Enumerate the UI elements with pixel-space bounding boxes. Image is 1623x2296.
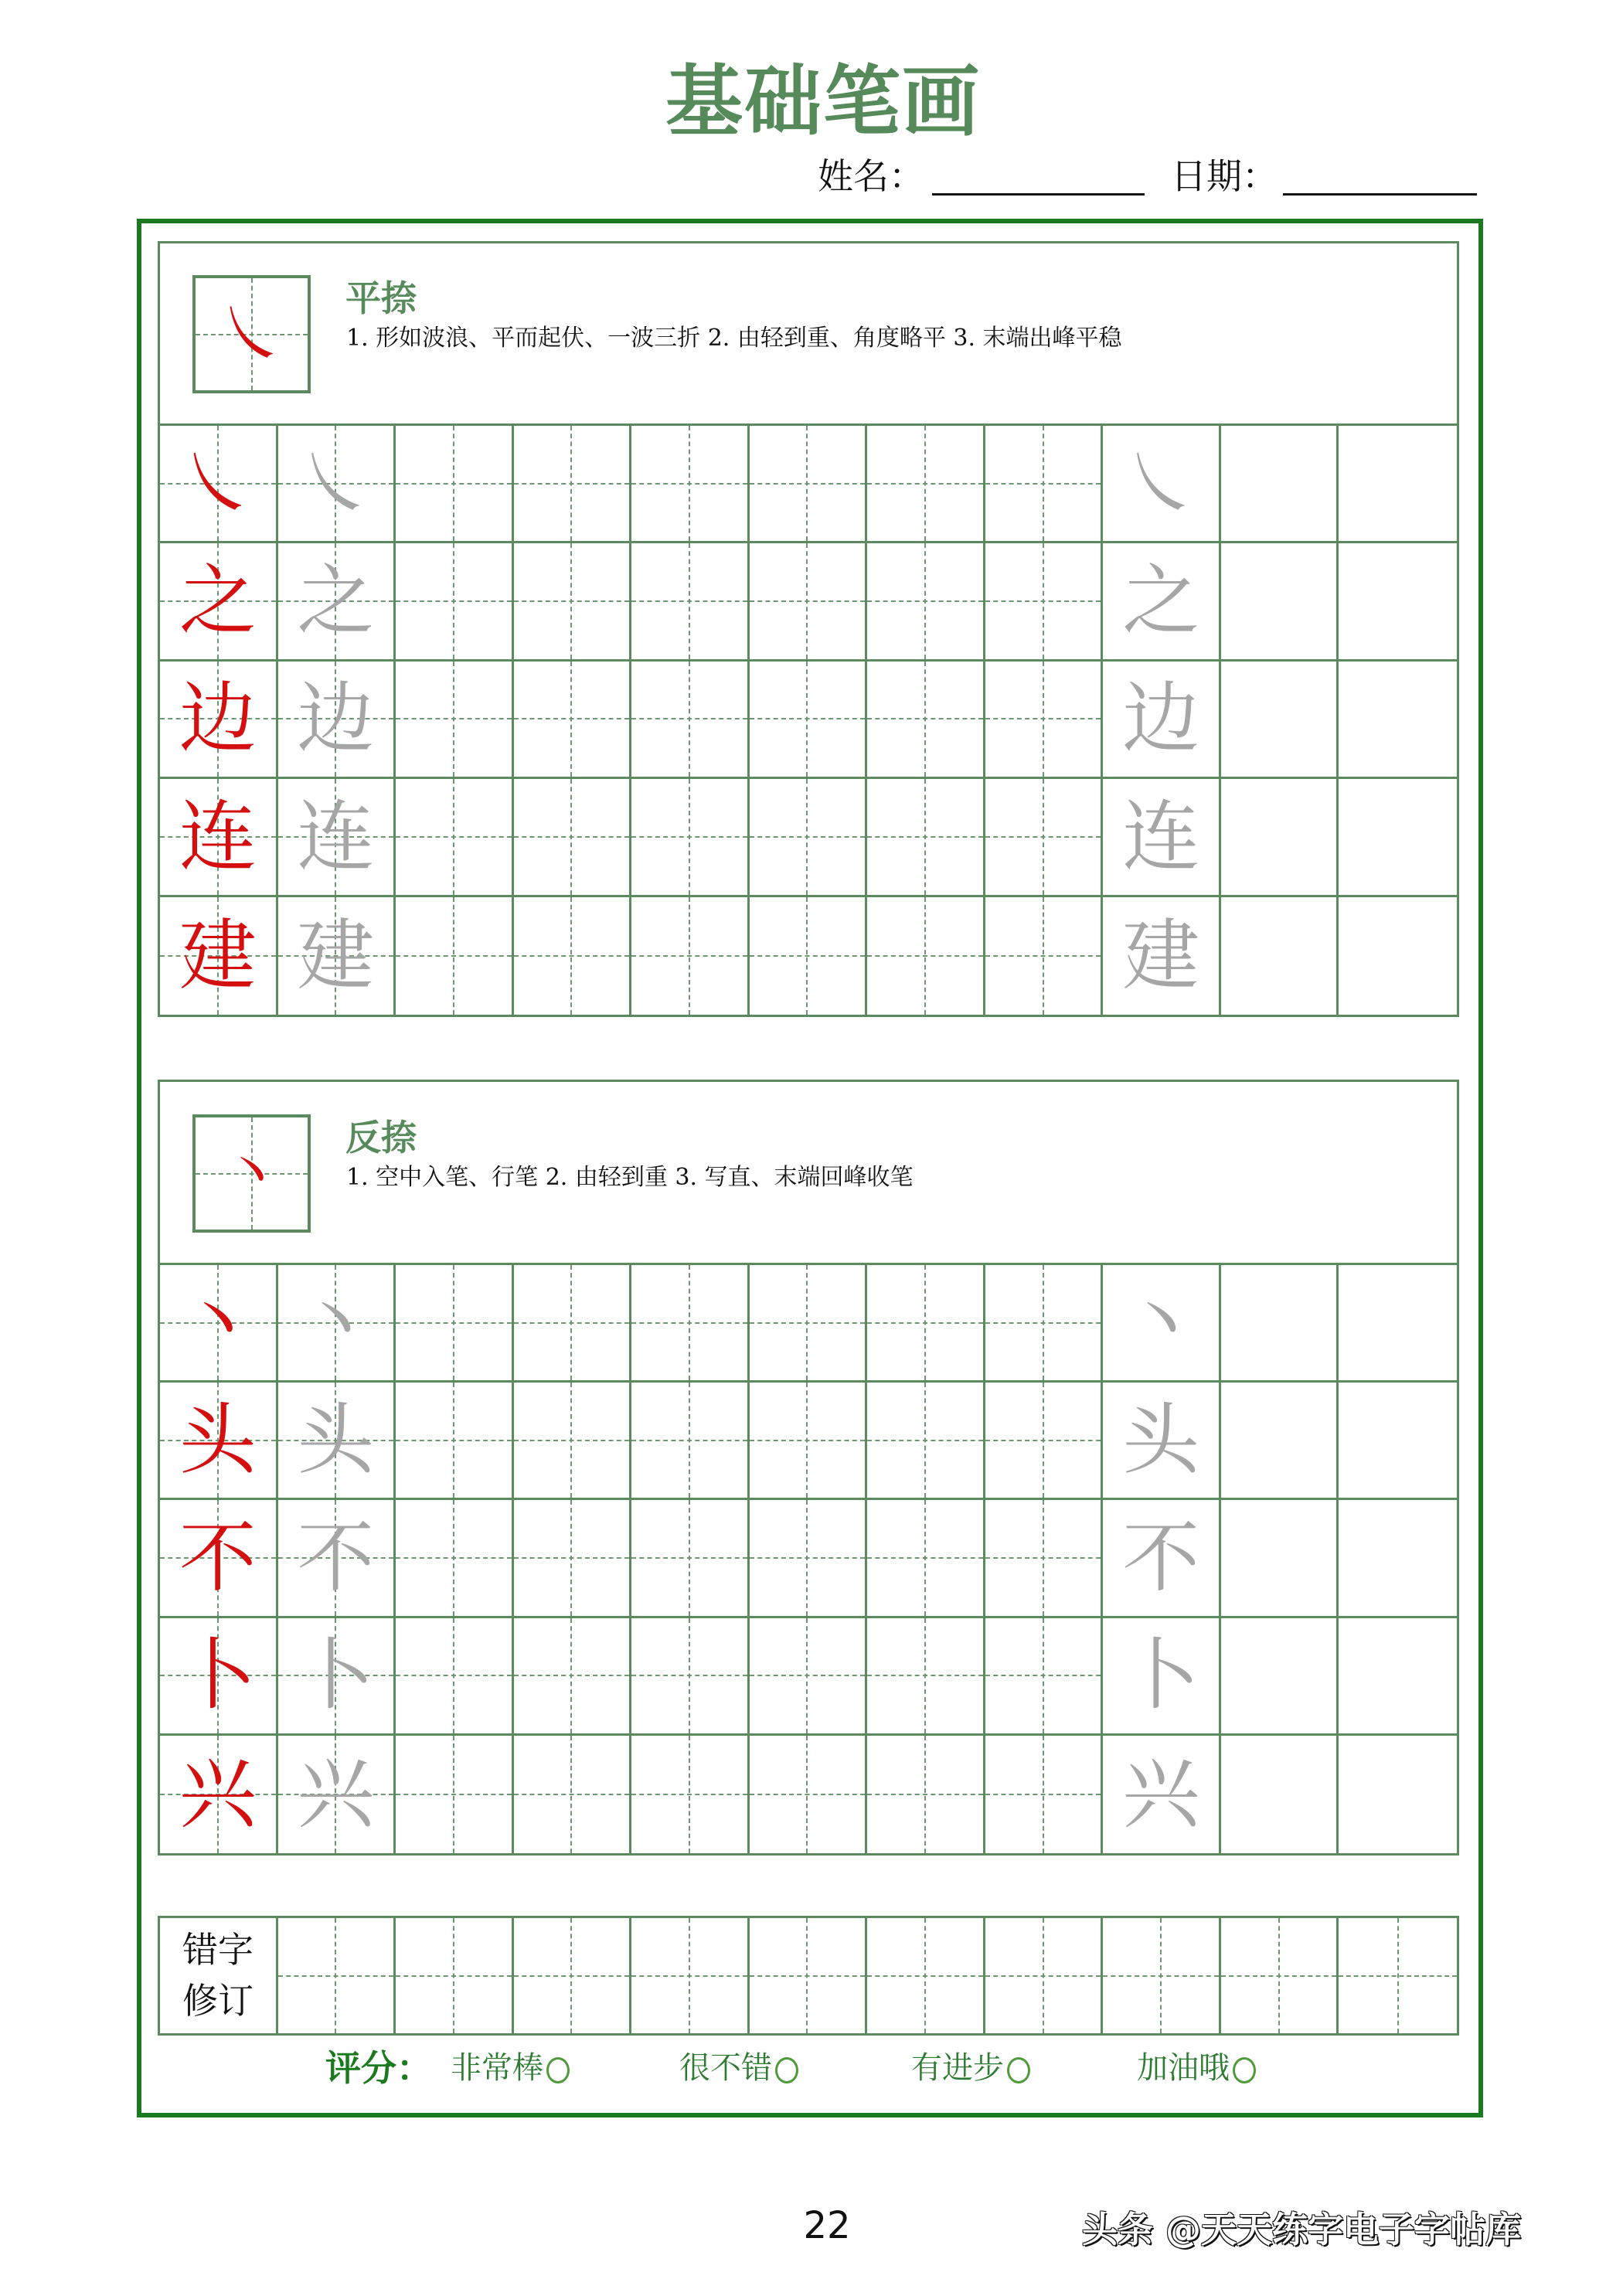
guide-horizontal: [631, 836, 747, 838]
radio-circle-icon[interactable]: [1233, 2057, 1256, 2083]
guide-horizontal: [985, 718, 1101, 719]
guide-horizontal: [985, 836, 1101, 838]
trace-character: 连: [297, 791, 375, 882]
stroke-description: 1. 形如波浪、平而起伏、一波三折 2. 由轻到重、角度略平 3. 末端出峰平稳: [346, 325, 1122, 352]
guide-horizontal: [750, 483, 866, 485]
guide-horizontal: [396, 955, 512, 957]
practice-cell[interactable]: [985, 1383, 1104, 1500]
guide-horizontal: [631, 1557, 747, 1559]
practice-cell[interactable]: [160, 1383, 278, 1500]
rating-label: 评分：: [325, 2047, 432, 2089]
practice-cell[interactable]: [1221, 1736, 1339, 1853]
trace-character: 建: [297, 910, 375, 1001]
stroke-sample-glyph: ㇏: [216, 293, 287, 375]
stroke-title: 平捺: [345, 277, 417, 319]
model-character: 边: [179, 673, 257, 764]
practice-cell[interactable]: [631, 1618, 750, 1736]
correction-cell[interactable]: [867, 1918, 985, 2033]
practice-cell[interactable]: [631, 1736, 750, 1853]
practice-cell[interactable]: [1103, 897, 1221, 1015]
practice-cell[interactable]: [750, 1736, 868, 1853]
correction-cell[interactable]: [750, 1918, 868, 2033]
practice-cell[interactable]: [514, 1736, 632, 1853]
practice-cell[interactable]: [985, 662, 1104, 779]
guide-horizontal: [985, 1975, 1101, 1977]
practice-cell[interactable]: [160, 1618, 278, 1736]
guide-horizontal: [750, 836, 866, 838]
practice-cell[interactable]: [514, 426, 632, 543]
practice-cell[interactable]: [278, 1265, 396, 1383]
practice-cell[interactable]: [278, 662, 396, 779]
guide-horizontal: [631, 955, 747, 957]
correction-cell[interactable]: [396, 1918, 514, 2033]
practice-cell[interactable]: [1103, 662, 1221, 779]
guide-horizontal: [396, 836, 512, 838]
practice-cell[interactable]: [1339, 1500, 1457, 1617]
practice-cell[interactable]: [396, 543, 514, 661]
guide-horizontal: [750, 1675, 866, 1676]
practice-cell[interactable]: [278, 1736, 396, 1853]
trace-character: 不: [297, 1512, 375, 1603]
trace-character: 之: [297, 556, 375, 647]
guide-horizontal: [396, 718, 512, 719]
practice-cell[interactable]: [631, 1265, 750, 1383]
practice-cell[interactable]: [514, 1500, 632, 1617]
stroke-sample-box: [192, 275, 311, 393]
guide-horizontal: [867, 718, 983, 719]
practice-cell[interactable]: [750, 662, 868, 779]
model-character: 卜: [179, 1630, 257, 1721]
guide-horizontal: [750, 718, 866, 719]
rating-option-improving[interactable]: 有进步: [911, 2046, 1030, 2090]
guide-horizontal: [750, 1975, 866, 1977]
stroke-title: 反捺: [345, 1117, 417, 1158]
guide-horizontal: [750, 600, 866, 602]
guide-horizontal: [867, 1322, 983, 1324]
guide-horizontal: [867, 955, 983, 957]
guide-horizontal: [985, 955, 1101, 957]
guide-horizontal: [631, 600, 747, 602]
name-label: 姓名：: [818, 155, 924, 197]
trace-character: 卜: [297, 1630, 375, 1721]
practice-cell[interactable]: [278, 779, 396, 896]
practice-cell[interactable]: [867, 1265, 985, 1383]
practice-cell[interactable]: [631, 426, 750, 543]
guide-horizontal: [867, 483, 983, 485]
practice-cell[interactable]: [1339, 543, 1457, 661]
practice-cell[interactable]: [750, 897, 868, 1015]
stroke-sample-box: [192, 1114, 311, 1233]
guide-horizontal: [985, 600, 1101, 602]
practice-cell[interactable]: [1221, 1618, 1339, 1736]
guide-horizontal: [631, 1440, 747, 1441]
practice-cell[interactable]: [1339, 897, 1457, 1015]
practice-cell[interactable]: [750, 543, 868, 661]
guide-horizontal: [514, 1322, 630, 1324]
guide-horizontal: [514, 1675, 630, 1676]
practice-cell[interactable]: [278, 897, 396, 1015]
practice-cell[interactable]: [985, 426, 1104, 543]
trace-character: 边: [1122, 673, 1200, 764]
guide-horizontal: [514, 955, 630, 957]
correction-label-line1: 错字: [182, 1929, 253, 1971]
correction-cell[interactable]: [278, 1918, 396, 2033]
guide-horizontal: [514, 1975, 630, 1977]
guide-horizontal: [514, 718, 630, 719]
practice-cell[interactable]: [160, 897, 278, 1015]
trace-character: 之: [1122, 556, 1200, 647]
correction-cell[interactable]: [631, 1918, 750, 2033]
radio-circle-icon[interactable]: [1007, 2057, 1030, 2083]
date-field[interactable]: [1283, 193, 1477, 196]
trace-character: 兴: [297, 1748, 375, 1839]
practice-cell[interactable]: [1339, 1383, 1457, 1500]
watermark: 头条 @天天练字电子字帖库: [1082, 2209, 1522, 2250]
trace-character: 连: [1122, 791, 1200, 882]
guide-horizontal: [867, 1440, 983, 1441]
guide-horizontal: [867, 1675, 983, 1676]
practice-cell[interactable]: [867, 662, 985, 779]
guide-horizontal: [985, 1440, 1101, 1441]
practice-cell[interactable]: [514, 779, 632, 896]
guide-horizontal: [396, 1975, 512, 1977]
guide-horizontal: [867, 1794, 983, 1795]
practice-cell[interactable]: [750, 1383, 868, 1500]
guide-horizontal: [985, 1675, 1101, 1676]
trace-character: 兴: [1122, 1748, 1200, 1839]
practice-cell[interactable]: [514, 1265, 632, 1383]
practice-cell[interactable]: [1339, 1618, 1457, 1736]
practice-cell[interactable]: [1103, 779, 1221, 896]
trace-character: 卜: [1122, 1630, 1200, 1721]
practice-cell[interactable]: [1221, 543, 1339, 661]
practice-cell[interactable]: [278, 426, 396, 543]
correction-cell[interactable]: [1103, 1918, 1221, 2033]
practice-cell[interactable]: [1103, 1736, 1221, 1853]
practice-cell[interactable]: [278, 1383, 396, 1500]
practice-cell[interactable]: [514, 543, 632, 661]
radio-circle-icon[interactable]: [546, 2057, 570, 2083]
model-character: ㇏: [179, 437, 257, 529]
guide-horizontal: [396, 483, 512, 485]
guide-horizontal: [750, 955, 866, 957]
practice-cell[interactable]: [278, 1500, 396, 1617]
guide-horizontal: [1103, 1975, 1219, 1977]
correction-cell[interactable]: [985, 1918, 1104, 2033]
model-character: 不: [179, 1512, 257, 1603]
practice-cell[interactable]: [1339, 1265, 1457, 1383]
guide-horizontal: [867, 836, 983, 838]
practice-cell[interactable]: [514, 897, 632, 1015]
rating-option-very-good[interactable]: 很不错: [679, 2046, 798, 2090]
practice-cell[interactable]: [867, 897, 985, 1015]
practice-cell[interactable]: [750, 779, 868, 896]
practice-cell[interactable]: [985, 897, 1104, 1015]
guide-horizontal: [631, 1975, 747, 1977]
guide-horizontal: [396, 1322, 512, 1324]
practice-cell[interactable]: [1221, 662, 1339, 779]
trace-character: 丶: [1122, 1277, 1200, 1368]
date-label: 日期：: [1171, 155, 1278, 197]
practice-cell[interactable]: [867, 1736, 985, 1853]
model-character: 之: [179, 556, 257, 647]
trace-character: 丶: [297, 1277, 375, 1368]
practice-cell[interactable]: [1221, 779, 1339, 896]
practice-cell[interactable]: [160, 779, 278, 896]
name-field[interactable]: [932, 193, 1145, 196]
practice-cell[interactable]: [1221, 426, 1339, 543]
correction-grid: [158, 1916, 1459, 2036]
guide-horizontal: [514, 1440, 630, 1441]
practice-cell[interactable]: [867, 1618, 985, 1736]
practice-cell[interactable]: [985, 1618, 1104, 1736]
stroke-sample-glyph: 丶: [220, 1137, 283, 1209]
practice-cell[interactable]: [631, 897, 750, 1015]
practice-cell[interactable]: [396, 1736, 514, 1853]
model-character: 建: [179, 910, 257, 1001]
trace-character: 头: [297, 1394, 375, 1485]
practice-cell[interactable]: [985, 1736, 1104, 1853]
practice-cell[interactable]: [1221, 1383, 1339, 1500]
guide-horizontal: [514, 836, 630, 838]
practice-cell[interactable]: [750, 1265, 868, 1383]
guide-horizontal: [750, 1322, 866, 1324]
guide-horizontal: [514, 1557, 630, 1559]
correction-cell[interactable]: [1339, 1918, 1457, 2033]
trace-character: 不: [1122, 1512, 1200, 1603]
practice-cell[interactable]: [867, 426, 985, 543]
guide-horizontal: [514, 483, 630, 485]
practice-cell[interactable]: [160, 543, 278, 661]
guide-horizontal: [396, 600, 512, 602]
stroke-description: 1. 空中入笔、行笔 2. 由轻到重 3. 写直、末端回峰收笔: [346, 1164, 914, 1191]
practice-cell[interactable]: [867, 779, 985, 896]
practice-cell[interactable]: [867, 543, 985, 661]
practice-cell[interactable]: [1221, 897, 1339, 1015]
practice-cell[interactable]: [514, 662, 632, 779]
practice-cell[interactable]: [1339, 426, 1457, 543]
practice-cell[interactable]: [1103, 1265, 1221, 1383]
correction-label-line2: 修订: [182, 1980, 253, 2022]
practice-cell[interactable]: [985, 543, 1104, 661]
guide-horizontal: [750, 1557, 866, 1559]
guide-horizontal: [396, 1794, 512, 1795]
guide-horizontal: [278, 1975, 394, 1977]
guide-horizontal: [396, 1675, 512, 1676]
page-number: 22: [803, 2204, 851, 2247]
practice-cell[interactable]: [631, 543, 750, 661]
practice-cell[interactable]: [867, 1383, 985, 1500]
model-character: 丶: [179, 1277, 257, 1368]
trace-character: ㇏: [1122, 437, 1200, 529]
page-title: 基础笔画: [665, 56, 981, 147]
guide-horizontal: [631, 1675, 747, 1676]
practice-cell[interactable]: [631, 1500, 750, 1617]
practice-cell[interactable]: [631, 662, 750, 779]
guide-horizontal: [985, 1322, 1101, 1324]
practice-cell[interactable]: [1103, 426, 1221, 543]
practice-cell[interactable]: [396, 662, 514, 779]
practice-cell[interactable]: [160, 426, 278, 543]
practice-cell[interactable]: [396, 1618, 514, 1736]
practice-cell[interactable]: [750, 1618, 868, 1736]
guide-horizontal: [514, 1794, 630, 1795]
guide-horizontal: [396, 1557, 512, 1559]
practice-cell[interactable]: [867, 1500, 985, 1617]
guide-horizontal: [631, 1322, 747, 1324]
trace-character: ㇏: [297, 437, 375, 529]
practice-cell[interactable]: [278, 1618, 396, 1736]
practice-cell[interactable]: [1103, 543, 1221, 661]
guide-horizontal: [514, 600, 630, 602]
guide-horizontal: [985, 1557, 1101, 1559]
guide-horizontal: [867, 600, 983, 602]
guide-horizontal: [631, 718, 747, 719]
guide-horizontal: [750, 1794, 866, 1795]
practice-cell[interactable]: [160, 1265, 278, 1383]
practice-cell[interactable]: [1103, 1500, 1221, 1617]
practice-grid-pingna: [158, 423, 1459, 1017]
practice-cell[interactable]: [396, 897, 514, 1015]
guide-horizontal: [631, 483, 747, 485]
practice-cell[interactable]: [985, 779, 1104, 896]
practice-cell[interactable]: [278, 543, 396, 661]
correction-label-cell: [160, 1918, 278, 2033]
practice-cell[interactable]: [160, 1500, 278, 1617]
correction-cell[interactable]: [514, 1918, 632, 2033]
trace-character: 边: [297, 673, 375, 764]
guide-horizontal: [985, 483, 1101, 485]
practice-cell[interactable]: [396, 1383, 514, 1500]
guide-horizontal: [396, 1440, 512, 1441]
practice-cell[interactable]: [396, 779, 514, 896]
trace-character: 头: [1122, 1394, 1200, 1485]
practice-cell[interactable]: [985, 1500, 1104, 1617]
practice-cell[interactable]: [396, 1500, 514, 1617]
guide-horizontal: [985, 1794, 1101, 1795]
practice-cell[interactable]: [1103, 1618, 1221, 1736]
trace-character: 建: [1122, 910, 1200, 1001]
guide-horizontal: [1339, 1975, 1457, 1977]
rating-option-keep-going[interactable]: 加油哦: [1137, 2046, 1256, 2090]
practice-cell[interactable]: [396, 426, 514, 543]
practice-cell[interactable]: [1339, 779, 1457, 896]
practice-cell[interactable]: [985, 1265, 1104, 1383]
practice-cell[interactable]: [514, 1618, 632, 1736]
practice-cell[interactable]: [750, 1500, 868, 1617]
model-character: 兴: [179, 1748, 257, 1839]
practice-cell[interactable]: [1221, 1265, 1339, 1383]
practice-cell[interactable]: [750, 426, 868, 543]
guide-horizontal: [750, 1440, 866, 1441]
practice-grid-fanna: [158, 1263, 1459, 1856]
practice-cell[interactable]: [396, 1265, 514, 1383]
guide-horizontal: [867, 1557, 983, 1559]
practice-cell[interactable]: [160, 1736, 278, 1853]
rating-option-excellent[interactable]: 非常棒: [451, 2046, 570, 2090]
practice-cell[interactable]: [631, 1383, 750, 1500]
guide-horizontal: [867, 1975, 983, 1977]
practice-cell[interactable]: [631, 779, 750, 896]
practice-cell[interactable]: [1339, 662, 1457, 779]
model-character: 连: [179, 791, 257, 882]
radio-circle-icon[interactable]: [775, 2057, 798, 2083]
practice-cell[interactable]: [1221, 1500, 1339, 1617]
practice-cell[interactable]: [1339, 1736, 1457, 1853]
practice-cell[interactable]: [514, 1383, 632, 1500]
practice-cell[interactable]: [160, 662, 278, 779]
guide-horizontal: [631, 1794, 747, 1795]
model-character: 头: [179, 1394, 257, 1485]
correction-cell[interactable]: [1221, 1918, 1339, 2033]
guide-horizontal: [1221, 1975, 1337, 1977]
practice-cell[interactable]: [1103, 1383, 1221, 1500]
